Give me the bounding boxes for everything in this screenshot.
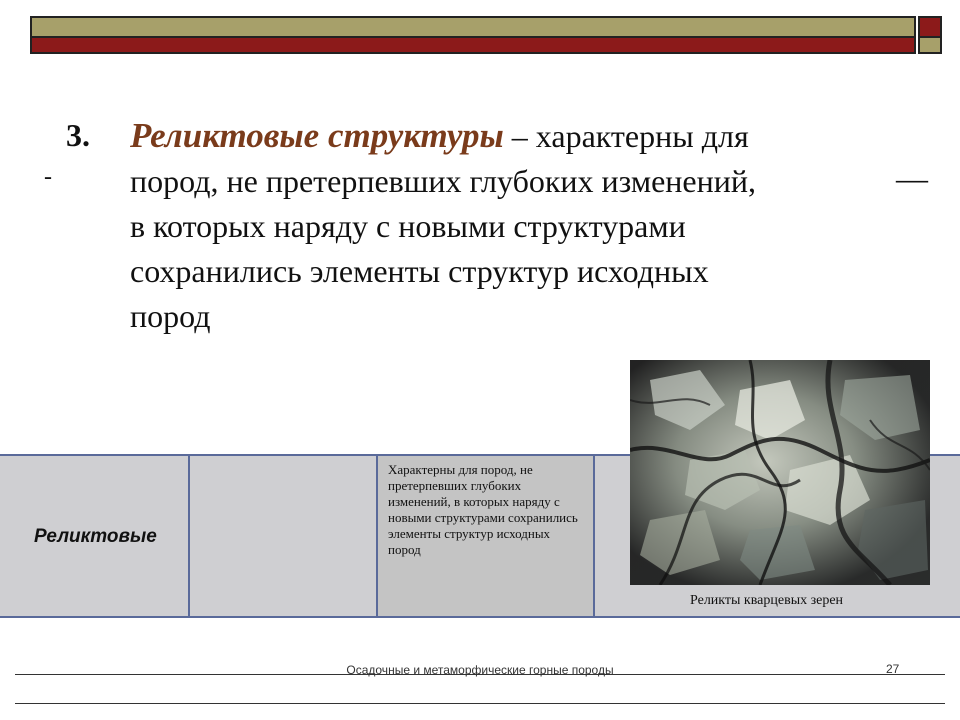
page-number: 27 bbox=[886, 662, 900, 676]
footer-rule-bottom bbox=[15, 703, 945, 704]
text-line-1: – характерны для bbox=[503, 118, 749, 154]
text-line-5: пород bbox=[130, 298, 211, 334]
header-bar-maroon bbox=[30, 38, 916, 54]
photo-caption: Реликты кварцевых зерен bbox=[690, 593, 844, 608]
dash-right: — bbox=[896, 160, 928, 196]
table-cell-description bbox=[378, 456, 595, 616]
text-line-2: пород, не претерпевших глубоких изменений, bbox=[130, 163, 756, 199]
term-heading: Реликтовые структуры bbox=[130, 116, 504, 155]
table-cell-label bbox=[0, 456, 190, 616]
header-corner-maroon bbox=[918, 16, 942, 38]
footer-title: Осадочные и метаморфические горные породы bbox=[346, 663, 614, 677]
table-cell-empty bbox=[190, 456, 378, 616]
text-line-3: в которых наряду с новыми структурами bbox=[130, 208, 686, 244]
header-bar-olive bbox=[30, 16, 916, 38]
row-description: Характерны для пород, не претерпевших глубоких изменений, в которых наряду с новыми структурами сохранились элементы структур исходных пород bbox=[388, 462, 578, 557]
text-line-4: сохранились элементы структур исходных bbox=[130, 253, 709, 289]
relict-quartz-photo bbox=[630, 360, 930, 585]
photo-image bbox=[630, 360, 930, 585]
row-label: Реликтовые bbox=[34, 526, 157, 547]
main-paragraph bbox=[130, 113, 890, 339]
item-number: 3. bbox=[66, 117, 90, 153]
header-corner-olive bbox=[918, 38, 942, 54]
dash-left: - bbox=[44, 164, 52, 190]
